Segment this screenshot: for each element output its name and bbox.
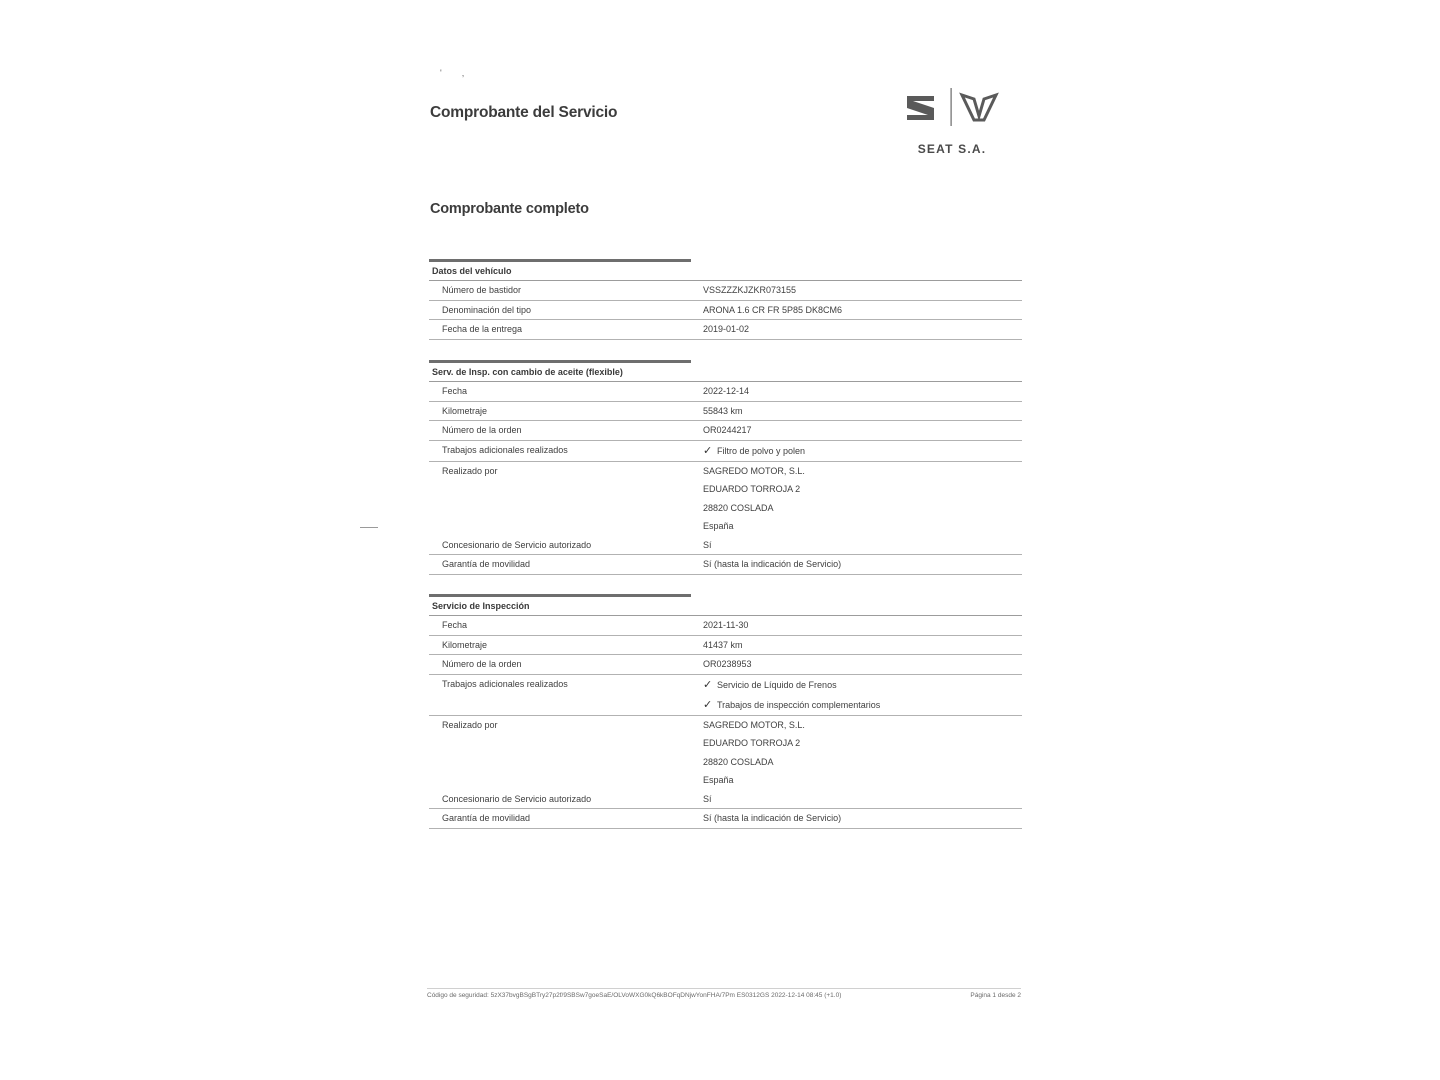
row-value: 2019-01-02 (703, 324, 750, 334)
scan-specks: ' , (440, 68, 465, 78)
scan-margin-mark (360, 527, 378, 528)
page-number: Página 1 desde 2 (970, 992, 1021, 999)
section-heading: Datos del vehículo (429, 262, 1022, 281)
table-row (429, 281, 1022, 301)
additional-work-item: ✓ Servicio de Líquido de Frenos (703, 675, 1022, 695)
row-label: Garantía de movilidad (442, 813, 531, 823)
table-row (429, 655, 1022, 675)
seat-logo-icon (907, 96, 934, 120)
service-section-oil (429, 360, 1022, 575)
service-mileage: 55843 km (703, 405, 743, 416)
section-heading: Serv. de Insp. con cambio de aceite (flexible) (429, 363, 1022, 382)
additional-work-item: ✓ Trabajos de inspección complementarios (703, 695, 1022, 715)
row-label: Realizado por (442, 465, 498, 476)
row-label: Concesionario de Servicio autorizado (442, 793, 592, 804)
table-row (429, 616, 1022, 636)
row-label: Número de bastidor (442, 285, 522, 295)
table-row (429, 462, 1022, 536)
order-number: OR0244217 (703, 425, 752, 435)
cupra-logo-icon (962, 95, 996, 120)
checkmark-icon: ✓ (703, 678, 713, 691)
row-label: Denominación del tipo (442, 304, 532, 315)
table-row (429, 536, 1022, 556)
table-row (429, 809, 1022, 829)
service-date: 2022-12-14 (703, 386, 750, 396)
table-row (429, 382, 1022, 402)
row-label: Número de la orden (442, 425, 522, 435)
row-label: Fecha de la entrega (442, 324, 523, 334)
mobility-guarantee-value: Sí (hasta la indicación de Servicio) (703, 813, 842, 823)
dealer-address: SAGREDO MOTOR, S.L. EDUARDO TORROJA 2 28820 COSLADA España (703, 465, 805, 531)
table-row (429, 675, 1022, 716)
table-row (429, 555, 1022, 575)
table-row (429, 402, 1022, 422)
footer-divider (427, 988, 1021, 989)
order-number: OR0238953 (703, 659, 752, 669)
row-label: Fecha (442, 620, 468, 630)
table-row (429, 320, 1022, 340)
row-value: VSSZZZKJZKR073155 (703, 285, 797, 295)
security-code: Código de seguridad: 5zX37bvgBSgBTry27p2f/9SBSw7goeSaE/OLVoWXG0kQ6kBOFqDNjwYonFHA/7Pm ES0312GS 2022-12-14 08:45 (+1.0) (427, 992, 842, 999)
row-value: ARONA 1.6 CR FR 5P85 DK8CM6 (703, 304, 843, 315)
vehicle-section (429, 259, 1022, 340)
additional-work-item: ✓ Filtro de polvo y polen (703, 441, 1022, 461)
row-label: Trabajos adicionales realizados (442, 444, 568, 455)
row-label: Número de la orden (442, 659, 522, 669)
checkmark-icon: ✓ (703, 444, 713, 457)
row-label: Trabajos adicionales realizados (442, 678, 568, 689)
table-row (429, 441, 1022, 462)
table-row (429, 636, 1022, 656)
section-heading: Servicio de Inspección (429, 597, 1022, 616)
checkmark-icon: ✓ (703, 698, 713, 711)
table-row (429, 716, 1022, 790)
table-row (429, 301, 1022, 321)
document-title: Comprobante del Servicio (430, 104, 618, 121)
row-label: Concesionario de Servicio autorizado (442, 539, 592, 550)
row-label: Garantía de movilidad (442, 559, 531, 569)
table-row (429, 421, 1022, 441)
service-section-inspection (429, 594, 1022, 829)
logo-divider (951, 88, 952, 126)
authorized-dealer-value: Sí (703, 539, 712, 550)
company-name: SEAT S.A. (917, 142, 987, 156)
authorized-dealer-value: Sí (703, 793, 712, 804)
document-subtitle: Comprobante completo (430, 201, 589, 217)
service-date: 2021-11-30 (703, 620, 749, 630)
row-label: Kilometraje (442, 405, 488, 416)
row-label: Kilometraje (442, 639, 488, 650)
mobility-guarantee-value: Sí (hasta la indicación de Servicio) (703, 559, 842, 569)
service-mileage: 41437 km (703, 639, 743, 650)
row-label: Realizado por (442, 719, 498, 730)
dealer-address: SAGREDO MOTOR, S.L. EDUARDO TORROJA 2 28820 COSLADA España (703, 719, 805, 785)
row-label: Fecha (442, 386, 468, 396)
table-row (429, 790, 1022, 810)
